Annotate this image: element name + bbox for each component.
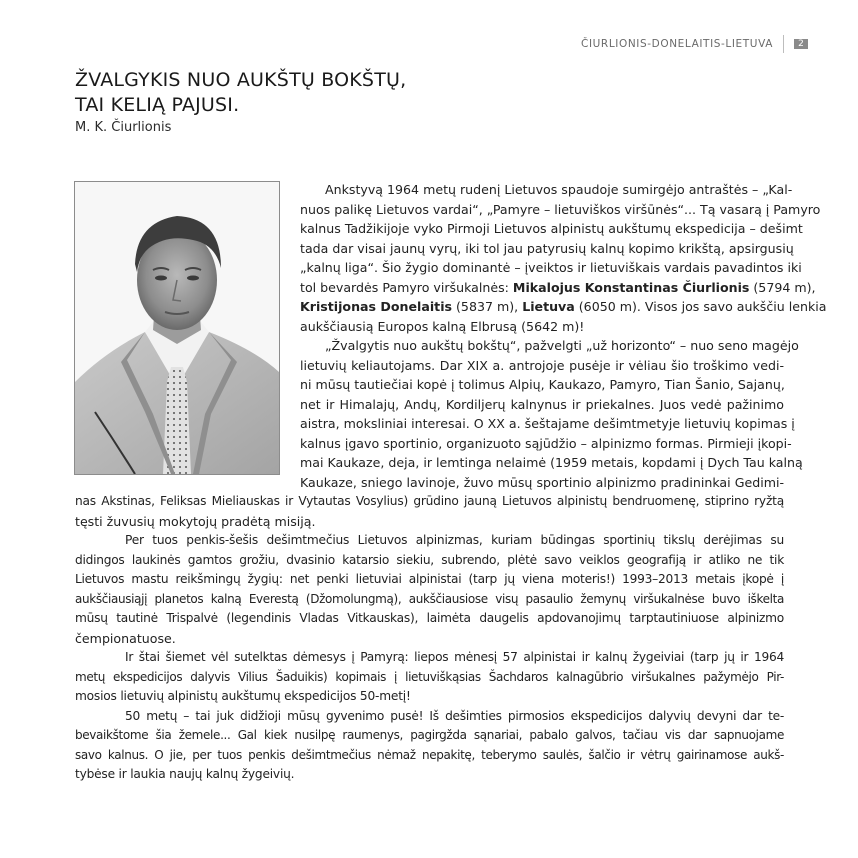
p1-line-2: nuos palikę Lietuvos vardai“, „Pamyre – lietuviškos viršūnės“... Tą vasarą į Pamyro bbox=[300, 201, 821, 217]
p4-line-1: Ir štai šiemet vėl sutelktas dėmesys į Pamyrą: liepos mėnesį 57 alpinistai ir kalnų žygeiviai (tarp jų ir 1964 bbox=[125, 650, 784, 664]
p2-line-6: kalnus įgavo sportinio, organizuoto sąjūdžio – alpinizmo formas. Pirmieji įkopi- bbox=[300, 435, 792, 451]
p1-line-8: aukščiausią Europos kalną Elbrusą (5642 m)! bbox=[300, 318, 585, 334]
p3-line-4: aukščiausiąjį planetos kalną Everestą (Džomolungmą), aukščiausiose visų pasaulio žemynų viršukalnėse buvo iškelta bbox=[75, 591, 784, 606]
peak-name-ciurlionis: Mikalojus Konstantinas Čiurlionis bbox=[512, 279, 750, 295]
p1-line-1: Ankstyvą 1964 metų rudenį Lietuvos spaudoje sumirgėjo antraštės – „Kal- bbox=[325, 182, 793, 197]
peak-height-donelaitis: (5837 m), bbox=[452, 299, 523, 314]
p2-line-10: tęsti žuvusių mokytojų pradėtą misiją. bbox=[75, 513, 316, 529]
peak-height-ciurlionis: (5794 m), bbox=[749, 279, 816, 295]
p1-line-5: „kalnų liga“. Šio žygio dominantė – įveiktos ir lietuviškais vardais pavadintos iki bbox=[300, 260, 802, 275]
header-divider bbox=[783, 35, 784, 53]
portrait-photo bbox=[74, 181, 280, 475]
p1-line-7 bbox=[300, 297, 827, 317]
epigraph bbox=[75, 68, 406, 135]
p2-line-2: lietuvių keliautojams. Dar XIX a. antrojoje pusėje ir vėliau šio troškimo vedi- bbox=[300, 357, 784, 373]
p3-line-1: Per tuos penkis-šešis dešimtmečius Lietuvos alpinizmas, kuriam būdingas sportinių tikslų derėjimas su bbox=[125, 533, 784, 547]
p2-line-3: ni mūsų tautiečiai kopė į tolimus Alpių, Kaukazo, Pamyro, Tian Šanio, Sajanų, bbox=[300, 377, 785, 392]
p5-line-2: bevaikštome šia žemele... Gal kiek nusilpę raumenys, pagirgžda sąnariai, pabalo galvos, tačiau vis dar sapnuojame bbox=[75, 728, 784, 742]
p4-line-2: metų ekspedicijos dalyvis Vilius Šaduikis) kopimais į lietuviškąsias Šachdaros kalnagūbrio viršukalnes pažymėjo Pir- bbox=[75, 669, 784, 684]
p2-line-1: „Žvalgytis nuo aukštų bokštų“, pažvelgti „už horizonto“ – nuo seno magėjo bbox=[325, 338, 799, 353]
p1-line-6 bbox=[300, 278, 816, 298]
portrait-image bbox=[75, 182, 279, 474]
running-header bbox=[581, 36, 808, 52]
page-number-badge: 2 bbox=[794, 39, 808, 49]
p2-line-9: nas Akstinas, Feliksas Mieliauskas ir Vytautas Vosylius) grūdino jauną Lietuvos alpinistų bendruomenę, stiprino ryžtą bbox=[75, 494, 784, 508]
epigraph-author: M. K. Čiurlionis bbox=[75, 120, 172, 135]
p2-line-8: Kaukaze, sniego lavinoje, žuvo mūsų sportinio alpinizmo pradininkai Gedimi- bbox=[300, 474, 784, 490]
p5-line-1: 50 metų – tai juk didžioji mūsų gyvenimo pusė! Iš dešimties pirmosios ekspedicijos dalyvių devyni dar te- bbox=[125, 708, 784, 723]
peak-name-donelaitis: Kristijonas Donelaitis bbox=[300, 299, 453, 314]
p3-line-3: Lietuvos mastu reikšmingų žygių: net penki lietuviai alpinistai (tarp jų viena moteris!) 1993–2013 metais įkopė į bbox=[75, 572, 784, 586]
p5-line-3: savo kalnus. O jie, per tuos penkis dešimtmečius nėmaž nepakitę, teberymo saulės, šalčio ir vėtrų gairinamose aukš- bbox=[75, 747, 784, 762]
epigraph-line-2: TAI KELIĄ PAJUSI. bbox=[75, 94, 240, 116]
p1-line-6-text: tol bevardės Pamyro viršukalnės: bbox=[300, 279, 513, 295]
peak-name-lietuva: Lietuva bbox=[522, 299, 575, 314]
running-title: ČIURLIONIS-DONELAITIS-LIETUVA bbox=[581, 38, 773, 50]
p4-line-3: mosios lietuvių alpinistų aukštumų ekspedicijos 50-metį! bbox=[75, 689, 411, 703]
p3-line-5: mūsų tautinė Trispalvė (legendinis Vladas Vitkauskas), laimėta daugelis apdovanojimų tarptautiniuose alpinizmo bbox=[75, 611, 784, 625]
p5-line-4: tybėse ir laukia naujų kalnų žygeivių. bbox=[75, 767, 295, 781]
p2-line-5: aistra, moksliniai interesai. O XX a. šeštajame dešimtmetyje lietuvių kopimas į bbox=[300, 416, 795, 431]
p1-line-4: tada dar visai jaunų vyrų, iki tol jau patyrusių kalnų kopimo krikštą, apsirgusių bbox=[300, 240, 794, 256]
p3-line-2: didingos laukinės gamtos grožiu, dvasinio katarsio siekiu, subrendo, plėtė savo veiklos geografiją ir atliko ne tik bbox=[75, 552, 784, 567]
p2-line-4: net ir Himalajų, Andų, Kordiljerų kalnynus ir priekalnes. Juos vedė pažinimo bbox=[300, 396, 784, 412]
p1-line-3: kalnus Tadžikijoje vyko Pirmoji Lietuvos alpinistų aukštumų ekspedicija – dešimt bbox=[300, 221, 803, 236]
p2-line-7: mai Kaukaze, deja, ir lemtinga nelaimė (1959 metais, kopdami į Dych Tau kalną bbox=[300, 455, 803, 470]
epigraph-line-1: ŽVALGYKIS NUO AUKŠTŲ BOKŠTŲ, bbox=[75, 69, 407, 91]
p1-line-7-rest: (6050 m). Visos jos savo aukščiu lenkia bbox=[574, 299, 827, 314]
p3-line-6: čempionatuose. bbox=[75, 630, 176, 646]
